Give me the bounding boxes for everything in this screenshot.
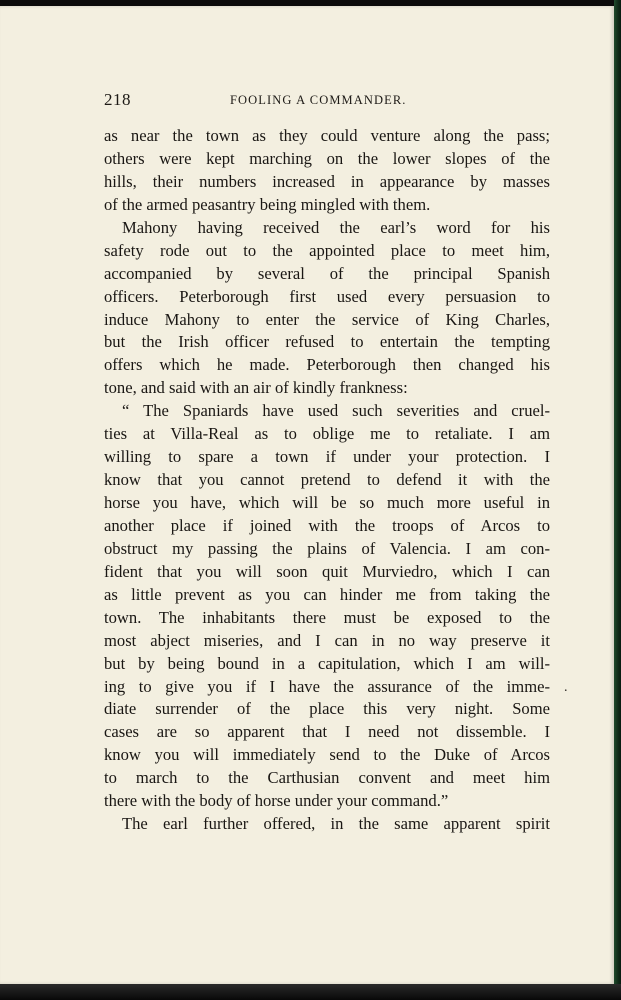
book-cover-edge xyxy=(614,0,621,1000)
text-line: safety rode out to the appointed place to meet him, xyxy=(104,240,550,260)
text-line: town. The inhabitants there must be exposed to the xyxy=(104,607,550,627)
text-line: to march to the Carthusian convent and meet him xyxy=(104,768,550,788)
text-line: but by being bound in a capitulation, which I am will- xyxy=(104,653,550,673)
text-line: officers. Peterborough first used every persuasion to xyxy=(104,286,550,306)
page-number: 218 xyxy=(104,90,131,109)
text-line: obstruct my passing the plains of Valencia. I am con- xyxy=(104,538,550,558)
text-line: others were kept marching on the lower slopes of the xyxy=(104,148,550,168)
text-line: tone, and said with an air of kindly frankness: xyxy=(104,378,408,398)
text-line: The earl further offered, in the same apparent spirit xyxy=(122,814,550,834)
text-line: of the armed peasantry being mingled with them. xyxy=(104,194,431,214)
running-head: FOOLING A COMMANDER. xyxy=(230,93,407,107)
text-line: Mahony having received the earl’s word for his xyxy=(122,217,550,237)
text-line: cases are so apparent that I need not dissemble. I xyxy=(104,722,550,742)
text-line: know you will immediately send to the Duke of Arcos xyxy=(104,745,550,765)
text-line: another place if joined with the troops of Arcos to xyxy=(104,515,550,535)
text-line: but the Irish officer refused to entertain the tempting xyxy=(104,332,550,352)
text-line: hills, their numbers increased in appearance by masses xyxy=(104,171,550,191)
text-line: diate surrender of the place this very night. Some xyxy=(104,699,550,719)
text-line: accompanied by several of the principal Spanish xyxy=(104,263,550,283)
text-line: fident that you will soon quit Murviedro, which I can xyxy=(104,561,550,581)
text-line: “ The Spaniards have used such severities and cruel- xyxy=(122,401,550,421)
text-line: there with the body of horse under your command.” xyxy=(104,791,449,811)
text-line: as little prevent as you can hinder me from taking the xyxy=(104,584,550,604)
body-text xyxy=(104,125,550,836)
text-line: most abject miseries, and I can in no way preserve it xyxy=(104,630,550,650)
text-line: horse you have, which will be so much more useful in xyxy=(104,493,550,512)
scan-bottom-edge xyxy=(0,984,621,1000)
margin-mark: . xyxy=(564,680,568,695)
text-line: willing to spare a town if under your protection. I xyxy=(104,447,550,467)
text-line: know that you cannot pretend to defend it with the xyxy=(104,470,550,490)
text-line: induce Mahony to enter the service of King Charles, xyxy=(104,309,550,329)
text-line: as near the town as they could venture along the pass; xyxy=(104,126,550,145)
text-line: offers which he made. Peterborough then changed his xyxy=(104,355,550,375)
text-line: ing to give you if I have the assurance of the imme- xyxy=(104,676,550,696)
text-line: ties at Villa-Real as to oblige me to retaliate. I am xyxy=(104,424,550,444)
page-header xyxy=(104,90,550,112)
